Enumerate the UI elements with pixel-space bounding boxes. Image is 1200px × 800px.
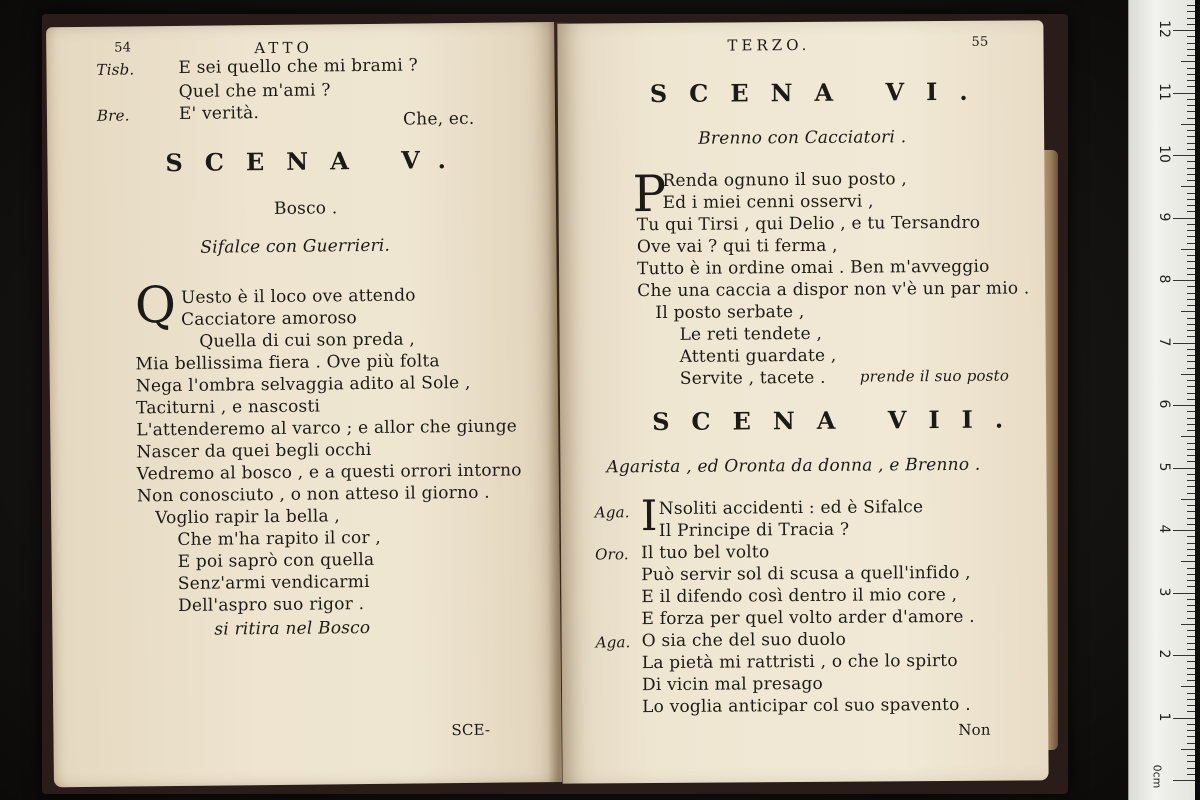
ruler-tick xyxy=(1187,286,1195,287)
ruler-tick xyxy=(1187,418,1195,419)
verse-line: Vedremo al bosco , e a questi orrori intorno xyxy=(136,460,522,485)
ruler-tick xyxy=(1187,430,1195,431)
ruler-tick xyxy=(1187,255,1195,256)
ruler-tick xyxy=(1187,605,1195,606)
ruler-tick xyxy=(1173,343,1195,344)
drop-cap: P xyxy=(632,164,667,224)
ruler-tick xyxy=(1187,443,1195,444)
page-number: 55 xyxy=(971,34,989,50)
ruler-number: 5 xyxy=(1156,462,1172,471)
scene-title: SCENA V. xyxy=(165,144,469,178)
verse-line: Ed i miei cenni osservi , xyxy=(662,191,874,213)
verse-line: Ove vai ? qui ti ferma , xyxy=(636,235,838,258)
ruler-tick xyxy=(1173,155,1195,156)
ruler-tick xyxy=(1187,574,1195,575)
ruler-tick xyxy=(1187,299,1195,300)
ruler-tick xyxy=(1187,324,1195,325)
ruler-tick xyxy=(1187,505,1195,506)
ruler-tick xyxy=(1187,618,1195,619)
ruler-tick xyxy=(1187,668,1195,669)
ruler-tick xyxy=(1181,249,1195,250)
ruler-tick xyxy=(1187,261,1195,262)
ruler-tick xyxy=(1187,86,1195,87)
ruler-tick xyxy=(1187,80,1195,81)
verse-line: Che una caccia a dispor non v'è un par mio . xyxy=(637,278,1030,302)
ruler-tick xyxy=(1187,43,1195,44)
stage-direction: si ritira nel Bosco xyxy=(214,617,371,640)
verse-line: O sia che del suo duolo xyxy=(641,629,847,652)
ruler-tick xyxy=(1187,68,1195,69)
verse-line: Lo voglia anticipar col suo spavento . xyxy=(642,694,971,718)
drop-cap: I xyxy=(640,491,658,541)
scene-title: SCENA VII. xyxy=(652,404,1026,437)
ruler-tick xyxy=(1187,711,1195,712)
verse-line: Cacciatore amoroso xyxy=(181,308,358,330)
ruler-tick xyxy=(1187,393,1195,394)
ruler-tick xyxy=(1173,655,1195,656)
ruler-number: 10 xyxy=(1156,145,1172,163)
ruler-tick xyxy=(1187,586,1195,587)
speaker-label: Aga. xyxy=(594,503,630,522)
verse-line: Tu qui Tirsi , qui Delio , e tu Tersandro xyxy=(636,212,981,236)
ruler-tick xyxy=(1187,699,1195,700)
ruler-tick xyxy=(1181,749,1195,750)
ruler-tick xyxy=(1187,105,1195,106)
ruler-number: 1 xyxy=(1156,712,1172,721)
ruler-number: 9 xyxy=(1156,212,1172,221)
ruler-tick xyxy=(1187,724,1195,725)
scene-characters: Sifalce con Guerrieri. xyxy=(200,235,391,258)
ruler-tick xyxy=(1187,761,1195,762)
ruler-tick xyxy=(1187,136,1195,137)
verse-line: Può servir sol di scusa a quell'infido , xyxy=(641,562,971,586)
ruler-tick xyxy=(1187,543,1195,544)
ruler-tick xyxy=(1187,330,1195,331)
verse-line: Taciturni , e nascosti xyxy=(135,396,321,419)
ruler-tick xyxy=(1187,174,1195,175)
ruler-tick xyxy=(1173,218,1195,219)
verse-line: Nega l'ombra selvaggia adito al Sole , xyxy=(135,372,471,397)
ruler-tick xyxy=(1187,555,1195,556)
ruler-tick xyxy=(1187,674,1195,675)
ruler-tick xyxy=(1187,224,1195,225)
running-head: TERZO. xyxy=(727,35,811,55)
ruler-tick xyxy=(1181,186,1195,187)
ruler-number: 11 xyxy=(1156,82,1172,101)
ruler-tick xyxy=(1181,311,1195,312)
verse-line: Che m'ha rapito il cor , xyxy=(177,527,382,550)
ruler-tick xyxy=(1187,680,1195,681)
scene-characters: Brenno con Cacciatori . xyxy=(698,127,907,149)
ruler-tick xyxy=(1187,199,1195,200)
ruler-tick xyxy=(1187,449,1195,450)
ruler-tick xyxy=(1181,436,1195,437)
ruler-tick xyxy=(1173,405,1195,406)
ruler-tick xyxy=(1187,236,1195,237)
verse-line: Quel che m'ami ? xyxy=(178,80,331,102)
ruler-tick xyxy=(1187,705,1195,706)
ruler-tick xyxy=(1187,480,1195,481)
ruler-tick xyxy=(1181,124,1195,125)
scene-title: SCENA VI. xyxy=(649,76,990,109)
verse-line: E' verità. xyxy=(178,103,260,124)
scene-setting: Bosco . xyxy=(273,198,338,219)
ruler-tick xyxy=(1173,280,1195,281)
ruler-tick xyxy=(1187,180,1195,181)
ruler-tick xyxy=(1187,636,1195,637)
left-page xyxy=(46,22,562,787)
page-number: 54 xyxy=(114,40,132,56)
ruler-tick xyxy=(1187,768,1195,769)
speaker-label: Bre. xyxy=(96,106,130,125)
ruler-tick xyxy=(1187,274,1195,275)
right-page xyxy=(557,20,1048,783)
ruler-number: 12 xyxy=(1156,20,1172,38)
verse-line: La pietà mi rattristi , o che lo spirto xyxy=(641,650,958,674)
ruler-tick xyxy=(1187,305,1195,306)
ruler-tick xyxy=(1187,649,1195,650)
verse-line: E poi saprò con quella xyxy=(177,549,375,572)
ruler-tick xyxy=(1173,30,1195,31)
ruler-tick xyxy=(1187,536,1195,537)
ruler-tick xyxy=(1173,530,1195,531)
ruler-tick xyxy=(1187,368,1195,369)
ruler-tick xyxy=(1187,211,1195,212)
verse-line: Senz'armi vendicarmi xyxy=(177,571,370,594)
verse-line: Attenti guardate , xyxy=(679,345,837,367)
verse-line: Di vicin mal presago xyxy=(641,673,824,696)
ruler-number: 8 xyxy=(1156,274,1172,284)
ruler-tick xyxy=(1187,549,1195,550)
verse-line: Il posto serbate , xyxy=(655,301,805,324)
verse-line: Nsoliti accidenti : ed è Sifalce xyxy=(658,497,924,520)
ruler-tick xyxy=(1187,568,1195,569)
stage-direction: prende il suo posto xyxy=(859,366,1010,386)
ruler-tick xyxy=(1181,686,1195,687)
ruler-tick xyxy=(1187,336,1195,337)
speaker-label: Tisb. xyxy=(96,60,135,79)
verse-line: Mia bellissima fiera . Ove più folta xyxy=(135,351,440,375)
ruler-tick xyxy=(1187,361,1195,362)
ruler-tick xyxy=(1181,61,1195,62)
ruler-number: 3 xyxy=(1156,587,1172,596)
running-head: ATTO xyxy=(254,38,313,58)
verse-line: Non conosciuto , o non atteso il giorno . xyxy=(136,482,490,507)
ruler-tick xyxy=(1187,743,1195,744)
ruler-tick xyxy=(1187,736,1195,737)
verse-line: E forza per quel volto arder d'amore . xyxy=(641,606,975,630)
ruler-tick xyxy=(1187,493,1195,494)
ruler-tick xyxy=(1187,111,1195,112)
ruler-tick xyxy=(1187,130,1195,131)
ruler-tick xyxy=(1187,293,1195,294)
ruler-tick xyxy=(1187,630,1195,631)
ruler-tick xyxy=(1187,161,1195,162)
ruler-tick xyxy=(1187,318,1195,319)
speaker-label: Aga. xyxy=(595,633,631,652)
ruler-tick xyxy=(1181,499,1195,500)
ruler-tick xyxy=(1181,624,1195,625)
ruler-tick xyxy=(1187,386,1195,387)
ruler-tick xyxy=(1173,468,1195,469)
ruler-tick xyxy=(1173,593,1195,594)
verse-line: Nascer da quei begli occhi xyxy=(136,439,372,463)
ruler-unit-label: 0cm xyxy=(1150,764,1164,789)
ruler-tick xyxy=(1187,99,1195,100)
ruler-tick xyxy=(1187,643,1195,644)
ruler-tick xyxy=(1187,730,1195,731)
ruler-tick xyxy=(1187,268,1195,269)
verse-line: Voglio rapir la bella , xyxy=(155,506,341,529)
verse-line: Le reti tendete , xyxy=(679,323,823,345)
ruler-tick xyxy=(1187,11,1195,12)
ruler-tick xyxy=(1187,55,1195,56)
ruler-tick xyxy=(1187,143,1195,144)
verse-line: Dell'aspro suo rigor . xyxy=(178,594,365,616)
verse-line: E il difendo così dentro il mio core , xyxy=(641,584,958,608)
speaker-label: Oro. xyxy=(594,545,629,564)
ruler-number: 6 xyxy=(1156,399,1172,409)
ruler-tick xyxy=(1187,580,1195,581)
verse-line: Che, ec. xyxy=(402,108,475,130)
verse-line: Tutto è in ordine omai . Ben m'avveggio xyxy=(636,256,990,280)
verse-line: Servite , tacete . xyxy=(679,367,826,389)
catchword: Non xyxy=(958,720,991,739)
ruler-tick xyxy=(1187,774,1195,775)
verse-line: E sei quello che mi brami ? xyxy=(178,55,418,78)
ruler-number: 4 xyxy=(1156,524,1172,534)
ruler-tick xyxy=(1187,243,1195,244)
ruler-tick xyxy=(1173,780,1195,781)
ruler-tick xyxy=(1187,461,1195,462)
ruler-tick xyxy=(1173,718,1195,719)
verse-line: Renda ognuno il suo posto , xyxy=(662,169,908,191)
ruler-tick xyxy=(1187,424,1195,425)
verse-line: Quella di cui son preda , xyxy=(199,329,416,352)
ruler-tick xyxy=(1187,486,1195,487)
ruler-tick xyxy=(1187,399,1195,400)
verse-line: Il tuo bel volto xyxy=(640,542,770,564)
ruler-tick xyxy=(1187,349,1195,350)
ruler-tick xyxy=(1187,193,1195,194)
drop-cap: Q xyxy=(134,275,177,335)
ruler-tick xyxy=(1187,118,1195,119)
ruler-tick xyxy=(1187,230,1195,231)
ruler-tick xyxy=(1187,24,1195,25)
ruler-tick xyxy=(1187,511,1195,512)
ruler-tick xyxy=(1187,380,1195,381)
catchword: SCE- xyxy=(451,720,491,740)
ruler-tick xyxy=(1181,374,1195,375)
ruler-tick xyxy=(1187,355,1195,356)
ruler-tick xyxy=(1173,93,1195,94)
ruler-tick xyxy=(1187,693,1195,694)
ruler-tick xyxy=(1187,205,1195,206)
ruler-tick xyxy=(1187,168,1195,169)
scene-characters: Agarista , ed Oronta da donna , e Brenno . xyxy=(606,454,981,478)
ruler-tick xyxy=(1181,561,1195,562)
ruler-tick xyxy=(1187,455,1195,456)
ruler-tick xyxy=(1187,411,1195,412)
ruler-tick xyxy=(1187,611,1195,612)
verse-line: Il Principe di Tracia ? xyxy=(658,519,850,542)
ruler-tick xyxy=(1187,149,1195,150)
ruler-tick xyxy=(1187,524,1195,525)
verse-line: L'attenderemo al varco ; e allor che giunge xyxy=(136,416,518,441)
verse-line: Uesto è il loco ove attendo xyxy=(180,285,416,308)
ruler-tick xyxy=(1187,74,1195,75)
ruler-tick xyxy=(1187,755,1195,756)
ruler-tick xyxy=(1187,599,1195,600)
ruler-number: 7 xyxy=(1156,337,1172,346)
ruler-tick xyxy=(1187,5,1195,6)
ruler-tick xyxy=(1187,36,1195,37)
ruler-tick xyxy=(1187,49,1195,50)
ruler-tick xyxy=(1187,661,1195,662)
ruler-tick xyxy=(1187,518,1195,519)
measuring-ruler xyxy=(1128,0,1195,800)
ruler-tick xyxy=(1187,18,1195,19)
ruler-tick xyxy=(1187,474,1195,475)
ruler-number: 2 xyxy=(1156,649,1172,659)
